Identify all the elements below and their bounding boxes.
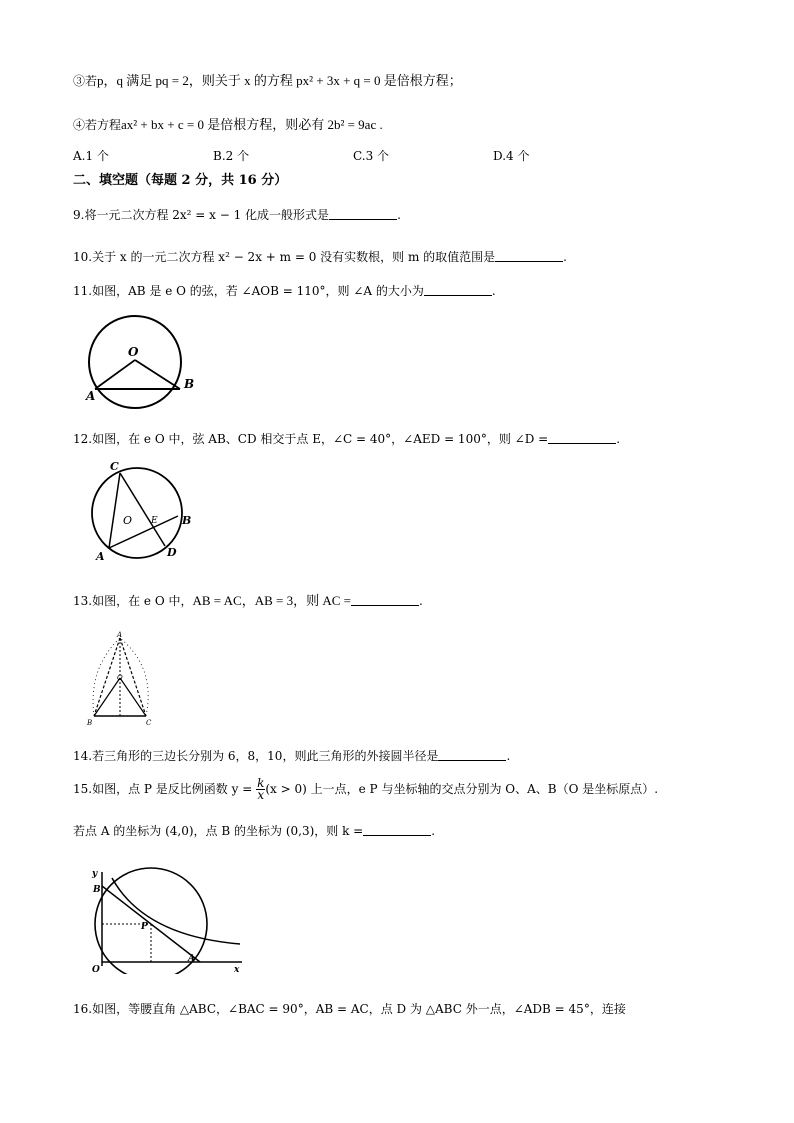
item-3 <box>73 73 462 89</box>
label-b: B <box>87 719 93 727</box>
question-14: 14.若三角形的三边长分别为 6，8，10，则此三角形的外接圆半径是 . <box>73 749 511 763</box>
label-x: x <box>234 965 240 974</box>
label-a: A <box>188 954 195 964</box>
question-15-line-2: 若点 A 的坐标为 (4,0)，点 B 的坐标为 (0,3)，则 k = . <box>73 824 436 838</box>
label-a: A <box>96 550 105 563</box>
answer-blank <box>329 207 397 220</box>
figure-12 <box>90 458 200 568</box>
label-o: O <box>123 514 133 527</box>
item-4 <box>73 117 383 133</box>
item-3-prefix: ③若 <box>73 74 98 88</box>
figure-11 <box>80 312 210 412</box>
question-9-text: 9.将一元二次方程 2x² = x − 1 化成一般形式是 <box>73 208 330 222</box>
item-3-text: p，q 满足 pq = 2，则关于 x 的方程 px² + 3x + q = 0 是倍根方程； <box>97 73 462 88</box>
question-11: 11.如图，AB 是 e O 的弦，若 ∠AOB = 110°，则 ∠A 的大小为 . <box>73 284 496 298</box>
question-16-text: 16.如图，等腰直角 △ABC，∠BAC = 90°，AB = AC，点 D 为 △ABC 外一点，∠ADB = 45°，连接 <box>73 1002 626 1016</box>
answer-blank <box>424 283 492 296</box>
label-b: B <box>182 514 192 527</box>
options-row <box>73 148 593 164</box>
fraction-numerator: k <box>257 776 265 790</box>
question-9: 9.将一元二次方程 2x² = x − 1 化成一般形式是 . <box>73 208 401 222</box>
label-b: B <box>184 377 195 391</box>
question-15-text-a: 15.如图，点 P 是反比例函数 y = <box>73 782 253 796</box>
fraction-denominator: x <box>257 788 265 802</box>
label-o: O <box>128 345 139 359</box>
question-12-text: 12.如图，在 e O 中，弦 AB、CD 相交于点 E，∠C = 40°，∠AED = 100°，则 ∠D = <box>73 432 549 446</box>
question-11-text: 11.如图，AB 是 e O 的弦，若 ∠AOB = 110°，则 ∠A 的大小为 <box>73 284 424 298</box>
answer-blank <box>548 431 616 444</box>
question-10-text: 10.关于 x 的一元二次方程 x² − 2x + m = 0 没有实数根，则 m 的取值范围是 <box>73 250 496 264</box>
question-13-text-a: 13.如图，在 e O 中， <box>73 594 193 608</box>
label-c: C <box>110 460 119 473</box>
question-16 <box>73 1001 626 1017</box>
section-title: 二、填空题（每题 2 分，共 16 分） <box>73 173 288 188</box>
label-a: A <box>86 389 96 403</box>
question-15-text-c: 若点 A 的坐标为 (4,0)，点 B 的坐标为 (0,3)，则 k = <box>73 824 364 838</box>
question-13: 13.如图，在 e O 中，AB = AC，AB = 3，则 AC = . <box>73 593 423 608</box>
label-c: C <box>146 719 152 727</box>
question-13-text-b: AB = AC，AB = 3，则 AC = <box>192 593 351 608</box>
label-o: O <box>92 965 100 974</box>
label-d: D <box>167 546 177 559</box>
question-15 <box>73 776 658 802</box>
label-o: O <box>117 674 123 682</box>
question-12: 12.如图，在 e O 中，弦 AB、CD 相交于点 E，∠C = 40°，∠AED = 100°，则 ∠D = . <box>73 432 621 446</box>
fraction-k-over-x <box>256 778 265 801</box>
item-4-text: ax² + bx + c = 0 是倍根方程，则必有 2b² = 9ac . <box>121 117 383 132</box>
label-y: y <box>92 869 98 879</box>
answer-blank <box>495 249 563 262</box>
answer-blank <box>363 823 431 836</box>
option-a: A.1 个 <box>73 149 109 163</box>
question-14-text: 14.若三角形的三边长分别为 6，8，10，则此三角形的外接圆半径是 <box>73 749 439 763</box>
label-b: B <box>93 885 101 895</box>
option-d: D.4 个 <box>493 149 530 163</box>
label-e: E <box>151 516 158 526</box>
item-4-prefix: ④若方程 <box>73 118 122 132</box>
question-10: 10.关于 x 的一元二次方程 x² − 2x + m = 0 没有实数根，则 m 的取值范围是 . <box>73 250 567 264</box>
figure-13 <box>84 628 164 728</box>
answer-blank <box>438 748 506 761</box>
label-a: A <box>117 631 123 639</box>
question-15-text-b: (x > 0) 上一点，e P 与坐标轴的交点分别为 O、A、B（O 是坐标原点）. <box>265 782 659 796</box>
figure-15 <box>84 866 254 974</box>
option-c: C.3 个 <box>353 149 390 163</box>
answer-blank <box>351 593 419 606</box>
label-p: P <box>141 922 148 932</box>
option-b: B.2 个 <box>213 149 250 163</box>
